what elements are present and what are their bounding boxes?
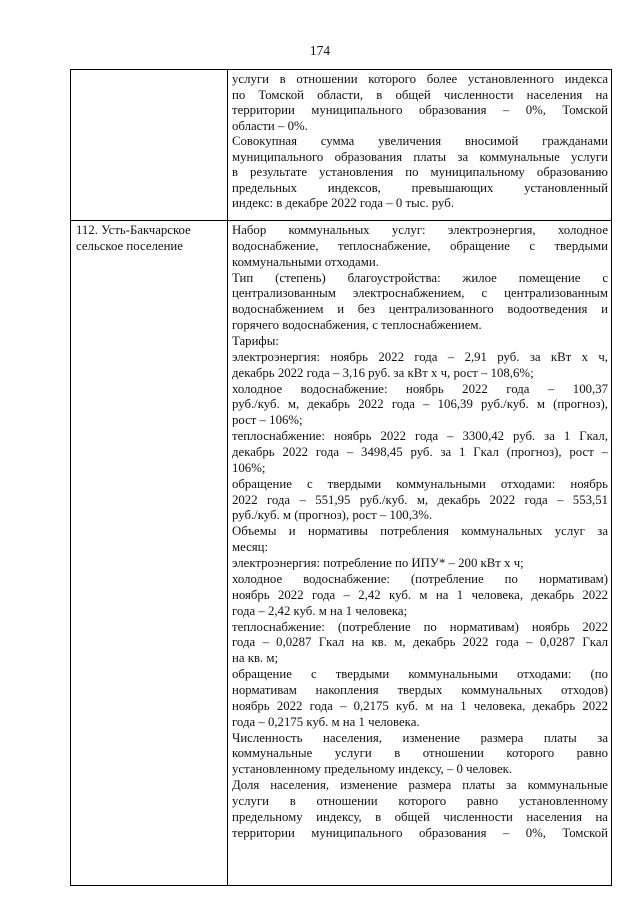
row-112-text-line: года – 0,0287 Гкал на кв. м, декабрь 2022 года – 0,0287 Гкал	[232, 635, 608, 650]
row-112-text-line: декабрь 2022 года – 3,16 руб. за кВт х ч, рост – 108,6%;	[232, 365, 534, 380]
row-112-text-line: коммунальные услуги в отношении которого равно	[232, 746, 608, 761]
row-112-text-line: года – 0,2175 куб. м на 1 человека.	[232, 714, 420, 729]
table-left-border	[70, 69, 71, 886]
row-112-text-line: года – 2,42 куб. м на 1 человека;	[232, 603, 408, 618]
row-112-text-line: декабрь 2022 года – 3498,45 руб. за 1 Гкал (прогноз), рост –	[232, 445, 608, 460]
row-112-text-line: рост – 106%;	[232, 413, 303, 428]
municipality-name-line: 112. Усть-Бакчарское	[76, 223, 191, 237]
row-112-text-line: территории муниципального образования – 0%, Томской	[232, 825, 608, 840]
row-112-text-line: месяц:	[232, 540, 269, 555]
top-row-text-line: в результате установления по муниципальному образованию	[232, 165, 608, 180]
row-112-text-line: централизованным электроснабжением, с централизованным	[232, 286, 608, 301]
row-112-text-line: ноябрь 2022 года – 0,2175 куб. м на 1 человека, декабрь 2022	[232, 698, 608, 713]
row-divider	[70, 220, 612, 221]
column-divider	[227, 69, 228, 886]
top-row-text-line: Совокупная сумма увеличения вносимой гражданами	[232, 134, 608, 149]
table-right-border	[611, 69, 612, 886]
top-row-text-line: территории муниципального образования – 0%, Томской	[232, 103, 608, 118]
top-row-text-line: по Томской области, в общей численности населения на	[232, 87, 608, 102]
top-row-text-line: муниципального образования платы за коммунальные услуги	[232, 149, 608, 164]
row-112-text-line: услуги в отношении которого равно установленному	[232, 793, 608, 808]
row-112-text-line: Доля населения, изменение размера платы за коммунальные	[232, 778, 608, 793]
row-112-text-line: предельному индексу, в общей численности населения на	[232, 809, 608, 824]
row-112-text-line: горячего водоснабжения, с теплоснабжением.	[232, 318, 482, 333]
row-112-text-line: электроэнергия: потребление по ИПУ* – 200 кВт х ч;	[232, 556, 524, 571]
row-112-text-line: Набор коммунальных услуг: электроэнергия, холодное	[232, 223, 608, 237]
document-table	[70, 69, 612, 886]
top-row-text-line: услуги в отношении которого более установленного индекса	[232, 72, 608, 86]
top-row-text-line: области – 0%.	[232, 118, 308, 133]
top-row-text-line: индекс: в декабре 2022 года – 0 тыс. руб.	[232, 196, 454, 211]
row-112-text-line: установленному предельному индексу, – 0 человек.	[232, 762, 513, 777]
row-112-text-line: 106%;	[232, 460, 266, 475]
page-number: 174	[309, 43, 331, 58]
row-112-text-line: водоснабжением и без централизованного водоотведения и	[232, 302, 608, 317]
table-bottom-border	[70, 885, 612, 886]
row-112-text-line: 2022 года – 551,95 руб./куб. м, декабрь 2022 года – 553,51	[232, 492, 608, 507]
table-top-border	[70, 69, 612, 70]
row-112-text-line: теплоснабжение: (потребление по нормативам) ноябрь 2022	[232, 619, 608, 634]
row-112-text-line: обращение с твердыми коммунальными отходами: ноябрь	[232, 476, 608, 491]
row-112-text-line: водоснабжение, теплоснабжение, обращение с твердыми	[232, 238, 608, 253]
row-112-text-line: Тарифы:	[232, 334, 279, 349]
row-112-text-line: обращение с твердыми коммунальными отходами: (по	[232, 667, 608, 682]
row-112-text-line: Тип (степень) благоустройства: жилое помещение с	[232, 270, 608, 285]
top-row-text-line: предельных индексов, превышающих установленный	[232, 180, 608, 195]
row-112-text-line: Объемы и нормативы потребления коммунальных услуг за	[232, 524, 608, 539]
row-112-text-line: ноябрь 2022 года – 2,42 куб. м на 1 человека, декабрь 2022	[232, 587, 608, 602]
row-112-text-line: холодное водоснабжение: (потребление по нормативам)	[232, 571, 608, 586]
row-112-text-line: теплоснабжение: ноябрь 2022 года – 3300,42 руб. за 1 Гкал,	[232, 429, 608, 444]
row-112-text-line: руб./куб. м (прогноз), рост – 100,3%.	[232, 508, 433, 523]
municipality-name-line: сельское поселение	[76, 238, 183, 253]
row-112-text-line: нормативам накопления твердых коммунальных отходов)	[232, 682, 608, 697]
row-112-text-line: коммунальными отходами.	[232, 254, 379, 269]
row-112-text-line: электроэнергия: ноябрь 2022 года – 2,91 руб. за кВт х ч,	[232, 349, 608, 364]
row-112-text-line: руб./куб. м, декабрь 2022 года – 106,39 руб./куб. м (прогноз),	[232, 397, 608, 412]
row-112-text-line: холодное водоснабжение: ноябрь 2022 года – 100,37	[232, 381, 608, 396]
row-112-text-line: Численность населения, изменение размера платы за	[232, 730, 608, 745]
row-112-text-line: на кв. м;	[232, 651, 279, 666]
